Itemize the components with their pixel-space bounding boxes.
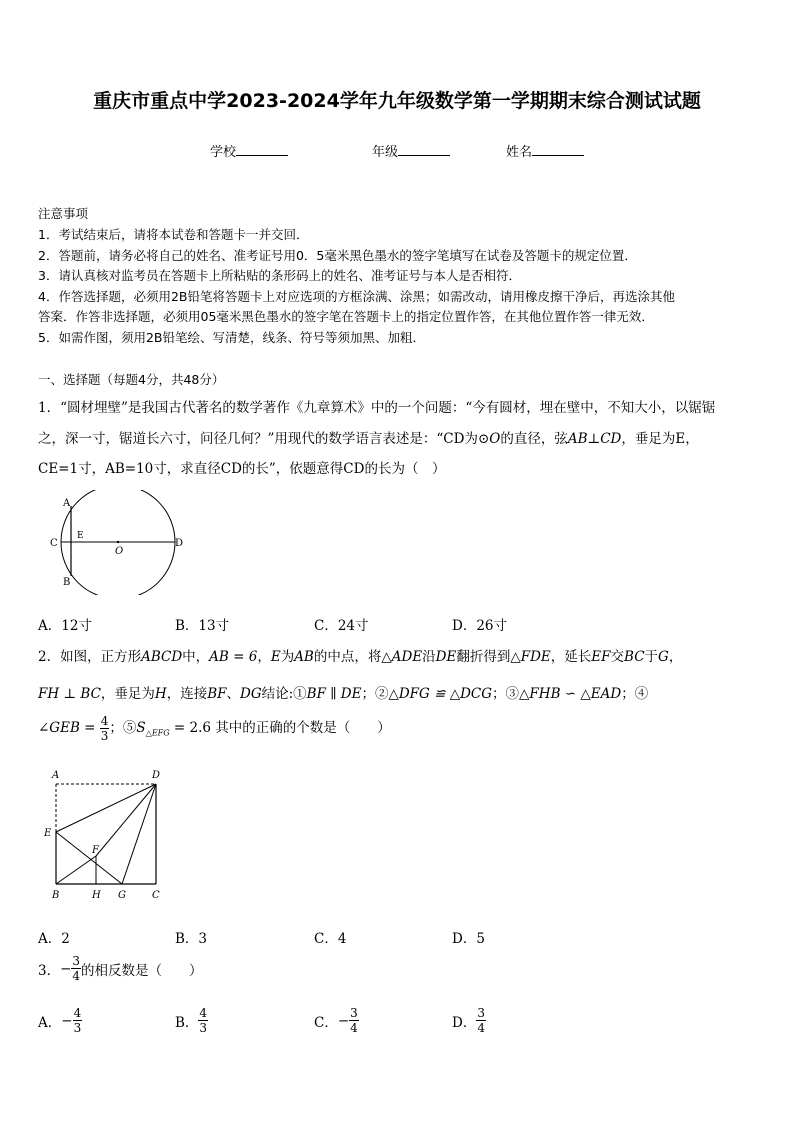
q2-text: 沿 [422, 649, 436, 665]
q2-math: = 2.6 [173, 720, 211, 736]
q2-math: ∠GEB = [38, 720, 96, 736]
q2-text: ；③ [492, 686, 520, 702]
q1-label-d: D [175, 538, 184, 549]
q3-option-b-num: 4 [199, 1006, 208, 1020]
q1-text: ，垂足为E， [621, 431, 699, 447]
q2-math: BF ∥ DE [306, 686, 362, 702]
q1-label-o: O [115, 546, 124, 557]
grade-blank [398, 143, 450, 156]
q2-line-3 [38, 714, 391, 743]
name-field [506, 141, 584, 160]
q1-text: 的直径，弦 [500, 431, 568, 447]
q1-chord-symbol: AB⊥CD [567, 431, 622, 447]
q3-option-d-label: D． [452, 1014, 477, 1031]
grade-field [372, 141, 450, 160]
note-item-2: 2．答题前，请务必将自己的姓名、准考证号用0．5毫米黑色墨水的签字笔填写在试卷及答题卡的规定位置． [38, 248, 637, 263]
q2-math: △DFG ≌ △DCG [388, 686, 493, 702]
q2-label-h: H [92, 890, 101, 901]
q1-line-1: 1．“圆材埋壁”是我国古代著名的数学著作《九章算术》中的一个问题：“今有圆材，埋在壁中，不知大小，以锯锯 [38, 400, 716, 416]
q2-math: △ADE [381, 649, 423, 665]
q3-stem [38, 954, 203, 983]
q2-label-a: A [52, 770, 60, 781]
q1-option-d[interactable]: D．26寸 [452, 618, 508, 634]
q2-text: 为 [280, 649, 295, 665]
q3-option-c-fraction [349, 1006, 359, 1035]
school-label: 学校 [210, 145, 237, 160]
q3-frac-den: 4 [72, 969, 81, 983]
q2-text: ， [668, 649, 683, 665]
q3-option-a-sign: − [61, 1012, 73, 1029]
q3-option-d-fraction [476, 1006, 486, 1035]
q1-label-c: C [50, 538, 58, 549]
q3-option-b-den: 3 [199, 1021, 208, 1035]
q2-math: G [658, 649, 669, 665]
note-item-1: 1．考试结束后，请将本试卷和答题卡一并交回． [38, 227, 309, 242]
q3-option-b-fraction [198, 1006, 208, 1035]
q2-math: S [136, 720, 146, 736]
q3-option-c-num: 3 [350, 1006, 358, 1020]
q2-math: DG [240, 686, 262, 702]
q2-text: 2．如图，正方形 [38, 649, 142, 665]
q2-label-g: G [118, 890, 126, 901]
q2-option-b[interactable]: B．3 [175, 931, 208, 947]
q3-frac-num: 3 [72, 954, 81, 968]
q2-option-c[interactable]: C．4 [314, 931, 347, 947]
q3-option-c-den: 4 [350, 1021, 358, 1035]
q2-text: ；⑤ [109, 720, 137, 736]
q3-option-c[interactable] [314, 1006, 359, 1035]
q2-label-d: D [152, 770, 161, 781]
q2-option-a[interactable]: A．2 [38, 931, 70, 947]
q2-figure-square [40, 766, 175, 906]
q2-math: △FDE [510, 649, 551, 665]
q2-segment-ed [56, 784, 156, 832]
q2-label-e: E [44, 828, 52, 839]
q2-math: △EFG [145, 728, 170, 738]
q2-math: ABCD [141, 649, 183, 665]
q2-text: ，垂足为 [100, 686, 155, 702]
q2-math: BC [624, 649, 645, 665]
q2-text: 中， [182, 649, 210, 665]
note-item-4: 4．作答选择题，必须用2B铅笔将答题卡上对应选项的方框涂满、涂黑；如需改动，请用橡皮擦干净后，再选涂其他 [38, 289, 675, 304]
q3-option-c-sign: − [337, 1012, 350, 1029]
q3-option-b-label: B． [175, 1014, 199, 1031]
q3-option-a-den: 3 [73, 1021, 82, 1035]
q1-option-b[interactable]: B．13寸 [175, 618, 230, 634]
q2-segment-dg [122, 784, 156, 884]
q3-option-d-den: 4 [477, 1021, 485, 1035]
q1-center-point [117, 541, 119, 543]
name-blank [532, 143, 584, 156]
q2-text: 其中的正确的个数是（ ） [215, 720, 391, 736]
q2-text: ，延长 [550, 649, 592, 665]
school-blank [236, 143, 288, 156]
q2-segment-df [96, 784, 156, 856]
q3-number: 3． [38, 962, 61, 979]
q1-circle-symbol: ⊙O [477, 431, 501, 447]
q3-option-a-num: 4 [73, 1006, 82, 1020]
q2-text: 、 [226, 686, 240, 702]
q1-line-2 [38, 427, 699, 447]
q2-text: ， [257, 649, 271, 665]
q3-option-d-num: 3 [477, 1006, 485, 1020]
q2-math: H [154, 686, 167, 702]
q2-label-f: F [92, 845, 99, 856]
q1-line-3: CE=1寸，AB=10寸，求直径CD的长”，依题意得CD的长为（ ） [38, 461, 446, 477]
q3-sign: − [60, 960, 72, 977]
q2-math: FH ⊥ BC [38, 686, 101, 702]
q2-math: DE [435, 649, 457, 665]
q2-math: △FHB ∽ △EAD [519, 686, 622, 702]
q2-label-c: C [152, 890, 160, 901]
q2-segment-eg [56, 832, 122, 884]
q3-text: 的相反数是（ ） [81, 962, 203, 979]
q2-fraction [100, 714, 110, 743]
q2-text: 交 [610, 649, 625, 665]
q3-option-a-fraction [73, 1006, 83, 1035]
q2-frac-den: 3 [100, 729, 109, 743]
q2-text: 结论:① [261, 686, 307, 702]
q1-label-a: A [63, 498, 71, 509]
q3-option-a[interactable] [38, 1006, 82, 1035]
q2-text: ；④ [621, 686, 649, 702]
q2-text: 于 [644, 649, 659, 665]
q1-figure-circle [44, 490, 194, 595]
q2-text: 的中点，将 [313, 649, 382, 665]
q2-line-1 [38, 645, 682, 665]
q2-option-d[interactable]: D．5 [452, 931, 485, 947]
page-title: 重庆市重点中学2023-2024学年九年级数学第一学期期末综合测试试题 [93, 90, 701, 112]
note-item-3: 3．请认真核对监考员在答题卡上所粘贴的条形码上的姓名、准考证号与本人是否相符． [38, 268, 521, 283]
section-heading: 一、选择题（每题4分，共48分） [38, 372, 225, 387]
name-label: 姓名 [506, 145, 533, 160]
q1-option-a[interactable]: A．12寸 [38, 618, 92, 634]
q2-math: BF [207, 686, 227, 702]
q1-option-c[interactable]: C．24寸 [314, 618, 369, 634]
q2-text: ；② [361, 686, 389, 702]
note-item-4-cont: 答案．作答非选择题，必须用05毫米黑色墨水的签字笔在答题卡上的指定位置作答，在其他位置作答一律无效． [38, 309, 654, 324]
q3-fraction [71, 954, 81, 983]
notes-heading: 注意事项 [38, 206, 89, 221]
q2-frac-num: 4 [100, 714, 109, 728]
grade-label: 年级 [372, 145, 399, 160]
q3-option-c-label: C． [314, 1014, 338, 1031]
q2-segment-bf [56, 856, 96, 884]
q3-option-b[interactable] [175, 1006, 208, 1035]
q1-label-e: E [77, 531, 84, 541]
q2-text: ，连接 [166, 686, 208, 702]
q2-math: AB = 6 [209, 649, 258, 665]
q2-label-b: B [52, 890, 60, 901]
q2-math: AB [294, 649, 314, 665]
q2-text: 翻折得到 [456, 649, 511, 665]
q1-text: 之，深一寸，锯道长六寸，问径几何？”用现代的数学语言表述是：“CD为 [38, 431, 478, 447]
school-field [210, 141, 288, 160]
q2-math: E [270, 649, 281, 665]
q2-line-2 [38, 682, 648, 702]
q1-label-b: B [63, 577, 71, 588]
q2-math: EF [591, 649, 611, 665]
q3-option-d[interactable] [452, 1006, 486, 1035]
note-item-5: 5．如需作图，须用2B铅笔绘、写清楚，线条、符号等须加黑、加粗． [38, 330, 425, 345]
q3-option-a-label: A． [38, 1014, 62, 1031]
